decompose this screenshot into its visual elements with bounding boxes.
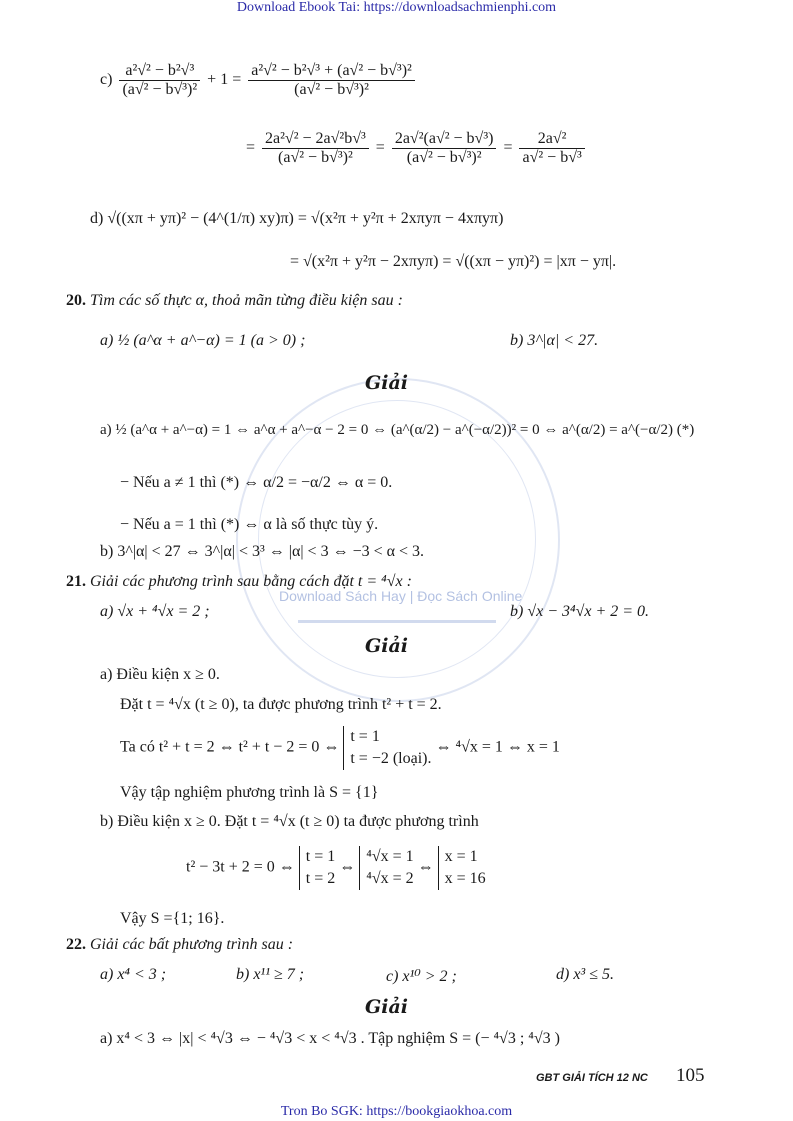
denominator: (a√² − b√³)² xyxy=(294,81,369,98)
problem-number: 22. xyxy=(66,936,86,953)
case-1: t = 1 xyxy=(350,728,380,745)
equivalence: ⇔ xyxy=(339,858,356,876)
problem-number: 21. xyxy=(66,573,86,590)
equivalence: ⇔ xyxy=(417,858,434,876)
numerator: a²√² − b²√³ + (a√² − b√³)² xyxy=(248,62,415,81)
fraction xyxy=(392,130,497,167)
problem-text: Giải các phương trình sau bằng cách đặt t = ⁴√x : xyxy=(90,573,412,590)
p20-solution-a2: − Nếu a ≠ 1 thì (*) ⇔ α/2 = −α/2 ⇔ α = 0. xyxy=(120,474,393,491)
denominator: (a√² − b√³)² xyxy=(406,149,482,166)
case-2: ⁴√x = 2 xyxy=(366,870,414,887)
denominator: (a√² − b√³)² xyxy=(122,81,198,98)
numerator: 2a√²(a√² − b√³) xyxy=(392,130,497,149)
fraction xyxy=(248,62,415,99)
p22-solution-a: a) x⁴ < 3 ⇔ |x| < ⁴√3 ⇔ − ⁴√3 < x < ⁴√3 . Tập nghiệm S = (− ⁴√3 ; ⁴√3 ) xyxy=(100,1030,560,1047)
denominator: a√² − b√³ xyxy=(522,149,582,166)
case-1: t = 1 xyxy=(305,848,336,865)
p20-solution-a3: − Nếu a = 1 thì (*) ⇔ α là số thực tùy ý. xyxy=(120,516,379,533)
p20-solution-a: a) ½ (a^α + a^−α) = 1 ⇔ a^α + a^−α − 2 = 0 ⇔ (a^(α/2) − a^(−α/2))² = 0 ⇔ a^(α/2) = a^(−α/2) (*) xyxy=(100,422,695,438)
problem-22-b: b) x¹¹ ≥ 7 ; xyxy=(236,966,305,983)
p20-solution-b: b) 3^|α| < 27 ⇔ 3^|α| < 3³ ⇔ |α| < 3 ⇔ −3 < α < 3. xyxy=(100,543,425,560)
problem-21-a: a) √x + ⁴√x = 2 ; xyxy=(100,603,210,620)
part-c-line2: = $\frac{\text{2a²√² − 2a√²b√³}}{\text{(a√² − b√³)²}}$ = $\frac{\text{2a√²(a√² − b√³)}}{\text{(a√² − b√³)²}}$ = $\frac{\text{2a√²}}{\text{a√² − b√³}}$ xyxy=(246,130,588,167)
numerator: a²√² − b²√³ xyxy=(119,62,200,81)
problem-22-statement xyxy=(66,936,293,954)
watermark-underline xyxy=(298,620,496,623)
watermark-text: Download Sách Hay | Đọc Sách Online xyxy=(279,588,523,604)
part-d-expr1: √((xπ + yπ)² − (4^(1/π) xy)π) = √(x²π + y²π + 2xπyπ − 4xπyπ) xyxy=(107,210,504,227)
case-bracket xyxy=(438,846,486,890)
case-bracket xyxy=(359,846,413,890)
case-bracket xyxy=(343,726,431,770)
p21-solution-a4: Vậy tập nghiệm phương trình là S = {1} xyxy=(120,784,379,801)
footer-sgk-link[interactable]: Tron Bo SGK: https://bookgiaokhoa.com xyxy=(280,1104,513,1119)
case-bracket xyxy=(299,846,335,890)
p21-solution-b1: b) Điều kiện x ≥ 0. Đặt t = ⁴√x (t ≥ 0) ta được phương trình xyxy=(100,813,479,830)
p21-solution-a2: Đặt t = ⁴√x (t ≥ 0), ta được phương trình t² + t = 2. xyxy=(120,696,442,713)
page-number: 105 xyxy=(676,1065,705,1086)
problem-21-statement xyxy=(66,573,412,591)
problem-21-b: b) √x − 3⁴√x + 2 = 0. xyxy=(510,603,650,620)
p21-solution-a1: a) Điều kiện x ≥ 0. xyxy=(100,666,220,683)
footer-book-title: GBT GIẢI TÍCH 12 NC xyxy=(536,1072,648,1084)
case-1: x = 1 xyxy=(444,848,478,865)
case-2: t = −2 (loại). xyxy=(350,750,432,767)
solution-heading: Giải xyxy=(365,996,408,1018)
numerator: 2a²√² − 2a√²b√³ xyxy=(262,130,369,149)
operator: + 1 = xyxy=(207,71,242,89)
equation-left: Ta có t² + t = 2 ⇔ t² + t − 2 = 0 ⇔ xyxy=(120,738,340,756)
problem-number: 20. xyxy=(66,292,86,309)
case-1: ⁴√x = 1 xyxy=(366,848,414,865)
solution-heading: Giải xyxy=(365,635,408,657)
problem-22-c: c) x¹⁰ > 2 ; xyxy=(386,968,457,985)
problem-22-d: d) x³ ≤ 5. xyxy=(556,966,615,983)
fraction xyxy=(262,130,369,167)
part-d-line1 xyxy=(90,210,503,228)
part-c-line1 xyxy=(100,62,418,99)
part-d-label: d) xyxy=(90,210,104,227)
part-c-label: c) xyxy=(100,71,113,89)
p21-solution-b3: Vậy S ={1; 16}. xyxy=(120,910,225,927)
case-2: x = 16 xyxy=(444,870,486,887)
problem-20-b: b) 3^|α| < 27. xyxy=(510,332,599,349)
problem-20-statement xyxy=(66,292,403,310)
fraction xyxy=(119,62,200,99)
problem-20-a: a) ½ (a^α + a^−α) = 1 (a > 0) ; xyxy=(100,332,306,349)
p21-solution-b2 xyxy=(186,846,486,890)
numerator: 2a√² xyxy=(519,130,584,149)
header-download-link[interactable]: Download Ebook Tai: https://downloadsachmienphi.com xyxy=(236,0,557,15)
equation-left: t² − 3t + 2 = 0 ⇔ xyxy=(186,858,295,876)
case-2: t = 2 xyxy=(305,870,336,887)
problem-text: Giải các bất phương trình sau : xyxy=(90,936,294,953)
equation-right: ⇔ ⁴√x = 1 ⇔ x = 1 xyxy=(435,738,560,756)
fraction xyxy=(519,130,584,167)
solution-heading: Giải xyxy=(365,372,408,394)
denominator: (a√² − b√³)² xyxy=(278,149,353,166)
problem-text: Tìm các số thực α, thoả mãn từng điều kiện sau : xyxy=(90,292,403,309)
problem-22-a: a) x⁴ < 3 ; xyxy=(100,966,167,983)
p21-solution-a3 xyxy=(120,726,560,770)
part-d-line2: = √(x²π + y²π − 2xπyπ) = √((xπ − yπ)²) = |xπ − yπ|. xyxy=(290,253,617,270)
